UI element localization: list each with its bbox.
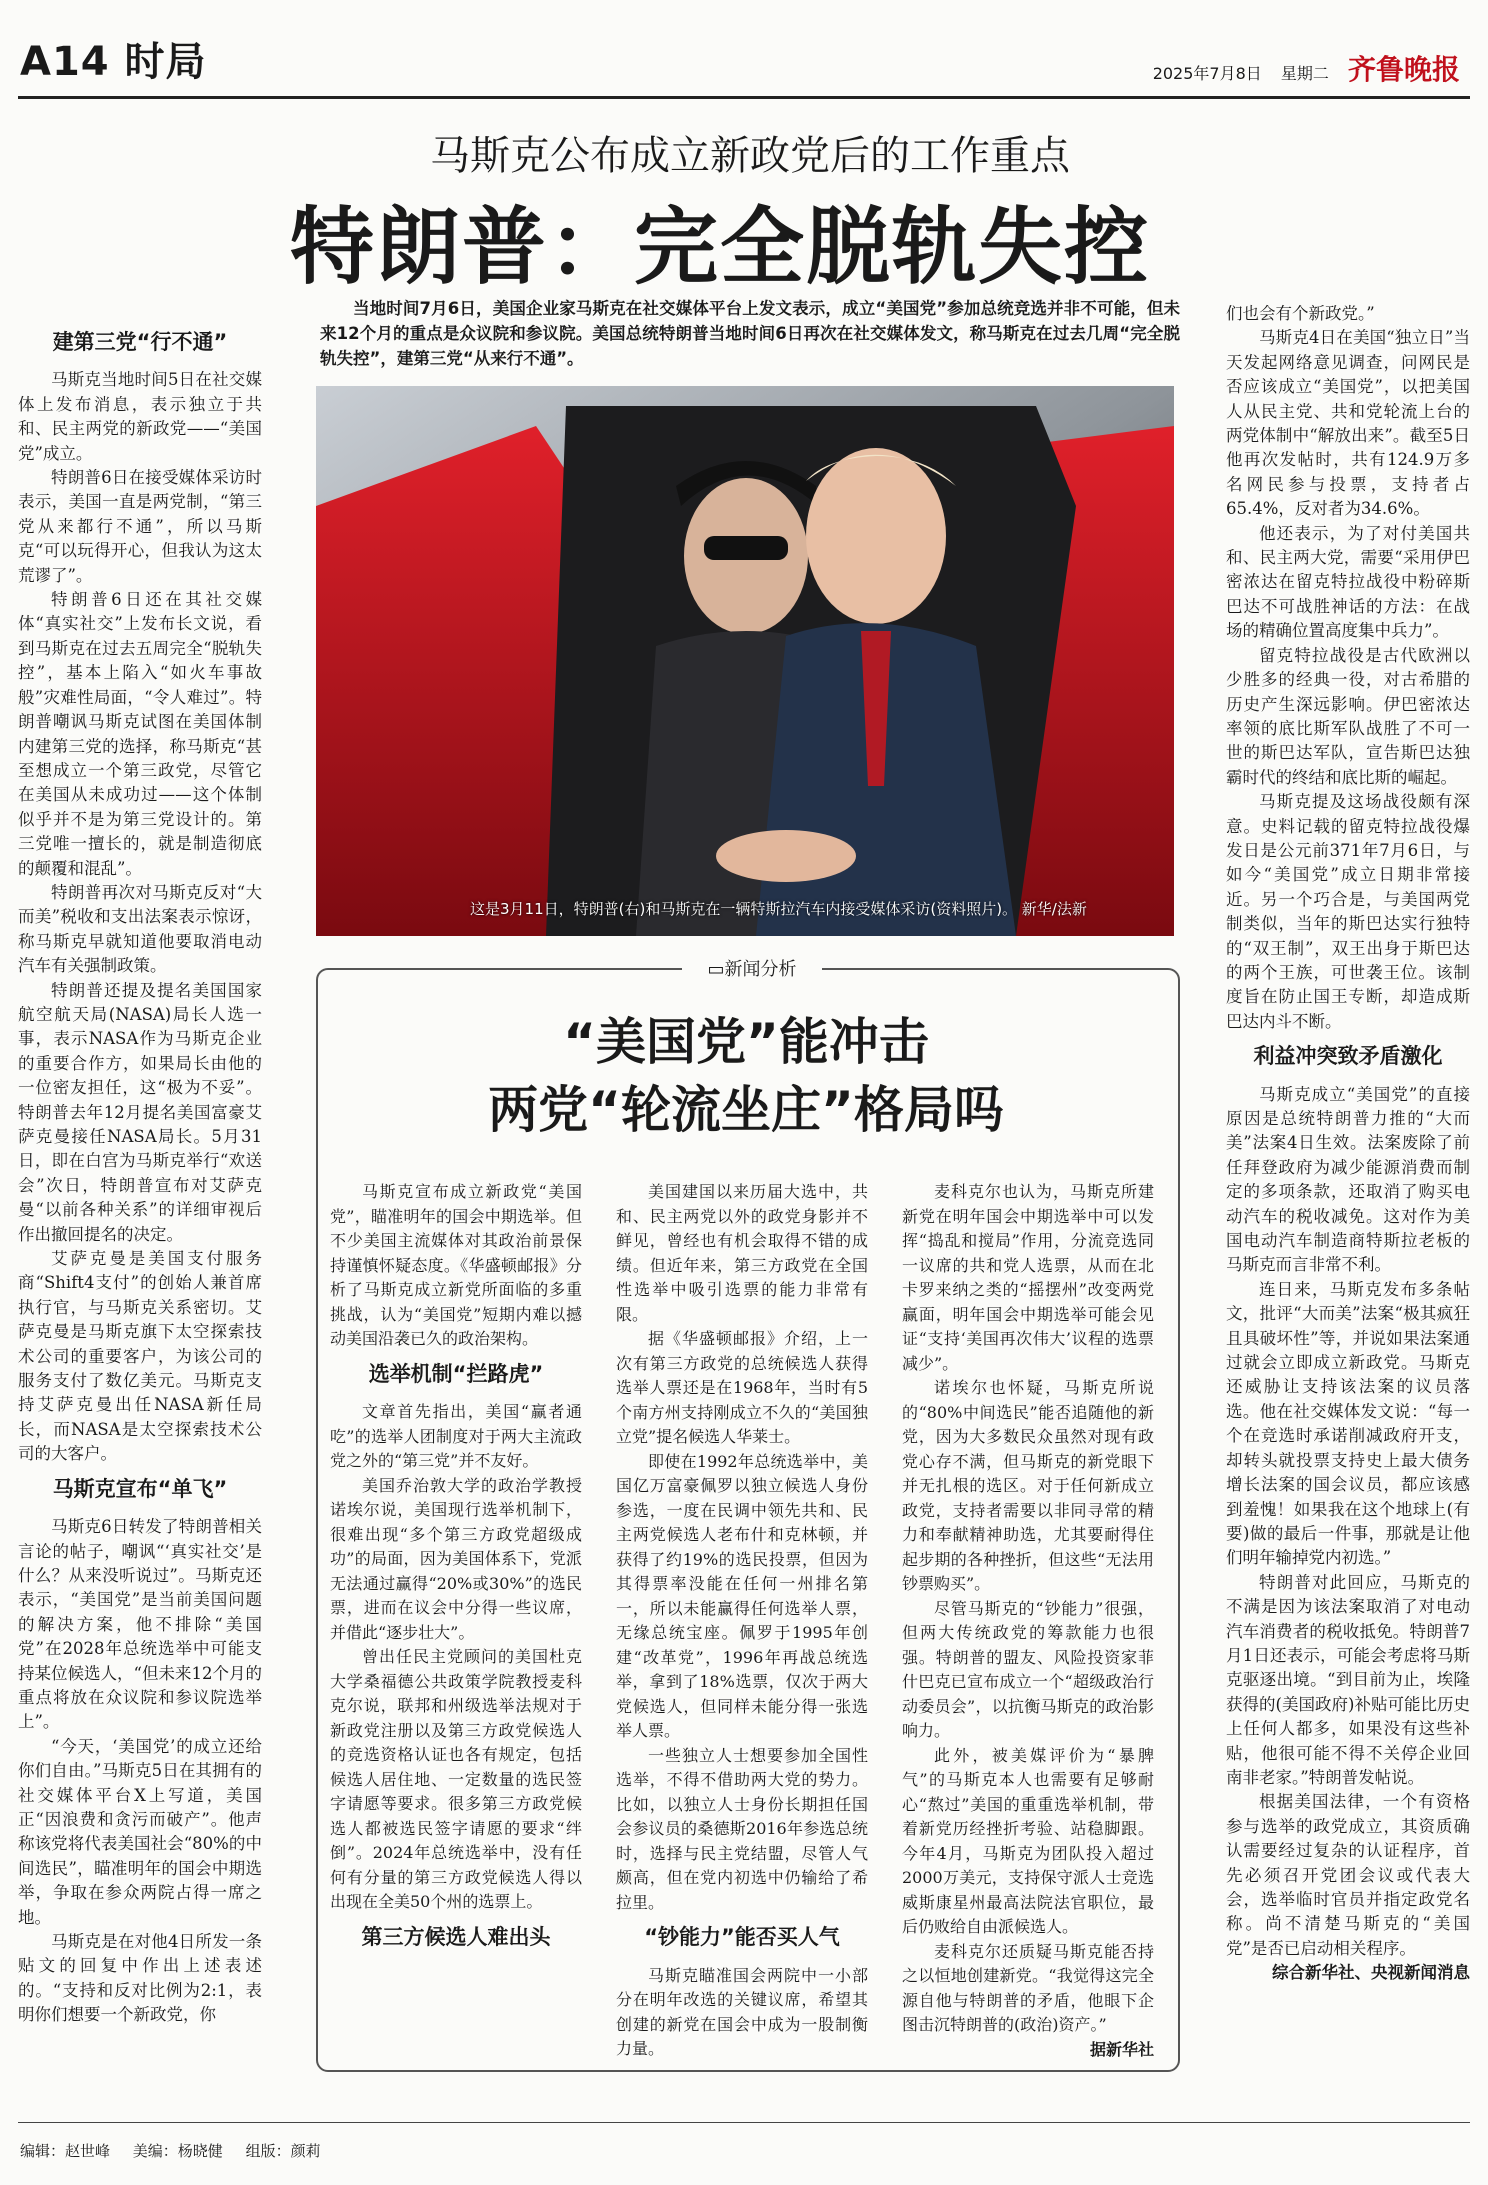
paper-logo: 齐鲁晚报	[1347, 53, 1460, 86]
paragraph: 特朗普还提及提名美国国家航空航天局(NASA)局长人选一事，表示NASA作为马斯克企业的重要合作方，如果局长由他的一位密友担任，这“极为不妥”。特朗普去年12月提名美国富豪艾萨克曼接任NASA局长。5月31日，即在白宫为马斯克举行“欢送会”次日，特朗普宣布对艾萨克曼“以前各种关系”的详细审视后作出撤回提名的决定。	[18, 980, 262, 1244]
paragraph: 特朗普6日在接受媒体采访时表示，美国一直是两党制，“第三党从来都行不通”，所以马斯克“可以玩得开心，但我认为这太荒谬了”。	[18, 468, 262, 585]
paragraph: 麦科克尔还质疑马斯克能否持之以恒地创建新党。“我觉得这完全源自他与特朗普的矛盾，他眼下企图击沉特朗普的(政治)资产。”	[902, 1941, 1154, 2034]
footer-rule	[18, 2122, 1470, 2123]
section-subhead: 选举机制“拦路虎”	[368, 1361, 544, 1386]
paragraph: 美国乔治敦大学的政治学教授诺埃尔说，美国现行选举机制下，很难出现“多个第三方政党超级成功”的局面，因为美国体系下，党派无法通过赢得“20%或30%”的选民票，进而在议会中分得一些议席，并借此“逐步壮大”。	[330, 1475, 582, 1642]
article-kicker: 马斯克公布成立新政党后的工作重点	[430, 133, 1070, 179]
source-byline: 据新华社	[1089, 2039, 1154, 2059]
paragraph: 马斯克宣布成立新政党“美国党”，瞄准明年的国会中期选举。但不少美国主流媒体对其政治前景保持谨慎怀疑态度。《华盛顿邮报》分析了马斯克成立新党所面临的多重挑战，认为“美国党”短期内难以撼动美国沿袭已久的政治架构。	[330, 1182, 582, 1348]
issue-weekday: 星期二	[1280, 64, 1329, 83]
section-subhead: 建第三党“行不通”	[52, 330, 228, 354]
right-column	[1226, 302, 1470, 1986]
paragraph: 文章首先指出，美国“赢者通吃”的选举人团制度对于两大主流政党之外的“第三党”并不友好。	[330, 1402, 582, 1470]
paragraph: 据《华盛顿邮报》介绍，上一次有第三方政党的总统候选人获得选举人票还是在1968年，当时有5个南方州支持刚成立不久的“美国独立党”提名候选人华莱士。	[616, 1329, 868, 1446]
paragraph: 根据美国法律，一个有资格参与选举的政党成立，其资质确认需要经过复杂的认证程序，首先必须召开党团会议或代表大会，选举临时官员并指定政党名称。尚不清楚马斯克的“美国党”是否已启动相关程序。	[1226, 1792, 1470, 1958]
paragraph: 麦科克尔也认为，马斯克所建新党在明年国会中期选举中可以发挥“捣乱和搅局”作用，分流竞选同一议席的共和党人选票，从而在北卡罗来纳之类的“摇摆州”改变两党赢面，明年国会中期选举可能会见证“支持‘美国再次伟大’议程的选票减少”。	[902, 1182, 1154, 1373]
analysis-column-2	[616, 1180, 868, 2062]
paragraph: 特朗普对此回应，马斯克的不满是因为该法案取消了对电动汽车消费者的税收抵免。特朗普7月1日还表示，可能会考虑将马斯克驱逐出境。“到目前为止，埃隆获得的(美国政府)补贴可能比历史上任何人都多，如果没有这些补贴，他很可能不得不关停企业回南非老家。”特朗普发帖说。	[1226, 1572, 1470, 1787]
paragraph: 诺埃尔也怀疑，马斯克所说的“80%中间选民”能否追随他的新党，因为大多数民众虽然对现有政党心存不满，但马斯克的新党眼下并无扎根的选区。对于任何新成立政党，支持者需要以非同寻常的精力和奉献精神助选，尤其要耐得住起步期的各种挫折，但这些“无法用钞票购买”。	[902, 1378, 1154, 1593]
section-subhead: 第三方候选人难出头	[361, 1924, 551, 1949]
paragraph: 连日来，马斯克发布多条帖文，批评“大而美”法案“极其疯狂且具破坏性”等，并说如果法案通过就会立即成立新政党。马斯克还威胁让支持该法案的议员落选。他在社交媒体发文说：“每一个在竞选时承诺削减政府开支，却转头就投票支持史上最大债务增长法案的国会议员，都应该感到羞愧！如果我在这个地球上(有要)做的最后一件事，那就是让他们明年输掉党内初选。”	[1226, 1279, 1470, 1568]
paragraph: 特朗普再次对马斯克反对“大而美”税收和支出法案表示惊讶，称马斯克早就知道他要取消电动汽车有关强制政策。	[18, 882, 262, 976]
page-number: A14 时局	[20, 39, 207, 85]
news-photo	[316, 386, 1174, 936]
issue-date: 2025年7月8日	[1152, 64, 1262, 83]
paragraph: 马斯克是在对他4日所发一条贴文的回复中作出上述表述的。“支持和反对比例为2:1，表明你们想要一个新政党，你	[18, 1932, 262, 2025]
section-subhead: “钞能力”能否买人气	[644, 1925, 840, 1949]
paragraph: 曾出任民主党顾问的美国杜克大学桑福德公共政策学院教授麦科克尔说，联邦和州级选举法规对于新政党注册以及第三方政党候选人的竞选资格认证也各有规定，包括候选人居住地、一定数量的选民签字请愿等要求。很多第三方政党候选人都被选民签字请愿的要求“绊倒”。2024年总统选举中，没有任何有分量的第三方政党候选人得以出现在全美50个州的选票上。	[330, 1647, 582, 1911]
paragraph: 美国建国以来历届大选中，共和、民主两党以外的政党身影并不鲜见，曾经也有机会取得不错的成绩。但近年来，第三方政党在全国性选举中吸引选票的能力非常有限。	[616, 1182, 868, 1324]
paragraph: 留克特拉战役是古代欧洲以少胜多的经典一役，对古希腊的历史产生深远影响。伊巴密浓达率领的底比斯军队战胜了不可一世的斯巴达军队，宣告斯巴达独霸时代的终结和底比斯的崛起。	[1226, 645, 1470, 787]
editor-credit: 编辑：赵世峰	[20, 2142, 111, 2160]
header-rule	[18, 96, 1470, 99]
analysis-column-1	[330, 1180, 582, 1963]
photo-caption: 这是3月11日，特朗普(右)和马斯克在一辆特斯拉汽车内接受媒体采访(资料照片)。 新华/法新	[470, 900, 1087, 918]
analysis-tag: ▭新闻分析	[682, 954, 822, 986]
box-icon: ▭	[707, 959, 725, 980]
article-headline: 特朗普：完全脱轨失控	[289, 198, 1150, 296]
paragraph: 们也会有个新政党。”	[1226, 304, 1375, 323]
footer-credits	[20, 2140, 339, 2161]
paragraph: 即使在1992年总统选举中，美国亿万富豪佩罗以独立候选人身份参选，一度在民调中领先共和、民主两党候选人老布什和克林顿，并获得了约19%的选民投票，但因为其得票率没能在任何一州排名第一，所以未能赢得任何选举人票，无缘总统宝座。佩罗于1995年创建“改革党”，1996年再战总统选举，拿到了18%选票，仅次于两大党候选人，但同样未能分得一张选举人票。	[616, 1451, 868, 1740]
paragraph: 一些独立人士想要参加全国性选举，不得不借助两大党的势力。比如，以独立人士身份长期担任国会参议员的桑德斯2016年参选总统时，选择与民主党结盟，尽管人气颇高，但在党内初选中仍输给了希拉里。	[616, 1745, 868, 1912]
paragraph: 马斯克提及这场战役颇有深意。史料记载的留克特拉战役爆发日是公元前371年7月6日，与如今“美国党”成立日期非常接近。另一个巧合是，与美国两党制类似，当年的斯巴达实行独特的“双王制”，双王出身于斯巴达的两个王族，可世袭王位。该制度旨在防止国王专断，却造成斯巴达内斗不断。	[1226, 792, 1470, 1031]
paragraph: “今天，‘美国党’的成立还给你们自由。”马斯克5日在其拥有的社交媒体平台X上写道，美国正“因浪费和贪污而破产”。他声称该党将代表美国社会“80%的中间选民”，瞄准明年的国会中期选举，争取在参众两院占得一席之地。	[18, 1736, 262, 1927]
paragraph: 马斯克成立“美国党”的直接原因是总统特朗普力推的“大而美”法案4日生效。法案废除了前任拜登政府为减少能源消费而制定的多项条款，还取消了购买电动汽车的税收减免。这对作为美国电动汽车制造商特斯拉老板的马斯克而言非常不利。	[1226, 1084, 1470, 1275]
masthead	[1153, 48, 1460, 88]
paragraph: 尽管马斯克的“钞能力”很强，但两大传统政党的筹款能力也很强。特朗普的盟友、风险投资家菲什巴克已宣布成立一个“超级政治行动委员会”，以抗衡马斯克的政治影响力。	[902, 1598, 1154, 1740]
paragraph: 特朗普6日还在其社交媒体“真实社交”上发布长文说，看到马斯克在过去五周完全“脱轨失控”，基本上陷入“如火车事故般”灾难性局面，“令人难过”。特朗普嘲讽马斯克试图在美国体制内建第三党的选择，称马斯克“甚至想成立一个第三政党，尽管它在美国从未成功过——这个体制似乎并不是为第三党设计的。第三党唯一擅长的，就是制造彻底的颠覆和混乱”。	[18, 590, 262, 878]
article-lead: 当地时间7月6日，美国企业家马斯克在社交媒体平台上发文表示，成立“美国党”参加总统竞选并非不可能，但未来12个月的重点是众议院和参议院。美国总统特朗普当地时间6日再次在社交媒体发文，称马斯克在过去几周“完全脱轨失控”，建第三党“从来行不通”。	[320, 299, 1180, 368]
analysis-headline: “美国党”能冲击 两党“轮流坐庄”格局吗	[488, 1013, 1004, 1139]
photo-illustration	[316, 386, 1174, 936]
section-subhead: 马斯克宣布“单飞”	[52, 1476, 228, 1501]
paragraph: 马斯克4日在美国“独立日”当天发起网络意见调查，问网民是否应该成立“美国党”，以把美国人从民主党、共和党轮流上台的两党体制中“解放出来”。截至5日他再次发帖时，共有124.9万多名网民参与投票，支持者占65.4%，反对者为34.6%。	[1226, 328, 1470, 519]
paragraph: 马斯克6日转发了特朗普相关言论的帖子，嘲讽“‘真实社交’是什么？从来没听说过”。马斯克还表示，“美国党”是当前美国问题的解决方案，他不排除“美国党”在2028年总统选举中可能支持某位候选人，“但未来12个月的重点将放在众议院和参议院选举上”。	[18, 1517, 262, 1732]
paragraph: 马斯克瞄准国会两院中一小部分在明年改选的关键议席，希望其创建的新党在国会中成为一股制衡力量。	[616, 1965, 868, 2058]
layout-credit: 组版：颜莉	[245, 2142, 321, 2160]
section-subhead: 利益冲突致矛盾激化	[1253, 1044, 1443, 1069]
left-column	[18, 320, 262, 2028]
paragraph: 艾萨克曼是美国支付服务商“Shift4支付”的创始人兼首席执行官，与马斯克关系密切。艾萨克曼是马斯克旗下太空探索技术公司的重要客户，为该公司的服务支付了数亿美元。马斯克支持艾萨克曼出任NASA新任局长，而NASA是太空探索技术公司的大客户。	[18, 1249, 262, 1464]
paragraph: 他还表示，为了对付美国共和、民主两大党，需要“采用伊巴密浓达在留克特拉战役中粉碎斯巴达不可战胜神话的方法：在战场的精确位置高度集中兵力”。	[1226, 523, 1470, 641]
paragraph: 此外，被美媒评价为“暴脾气”的马斯克本人也需要有足够耐心“熬过”美国的重重选举机制，带着新党历经挫折考验、站稳脚跟。今年4月，马斯克为团队投入超过2000万美元，支持保守派人士竞选威斯康星州最高法院法官职位，最后仍败给自由派候选人。	[902, 1745, 1154, 1936]
analysis-column-3	[902, 1180, 1154, 2062]
paragraph: 马斯克当地时间5日在社交媒体上发布消息，表示独立于共和、民主两党的新政党——“美国党”成立。	[18, 370, 262, 463]
art-editor-credit: 美编：杨晓健	[132, 2142, 223, 2160]
source-byline: 综合新华社、央视新闻消息	[1272, 1963, 1470, 1983]
